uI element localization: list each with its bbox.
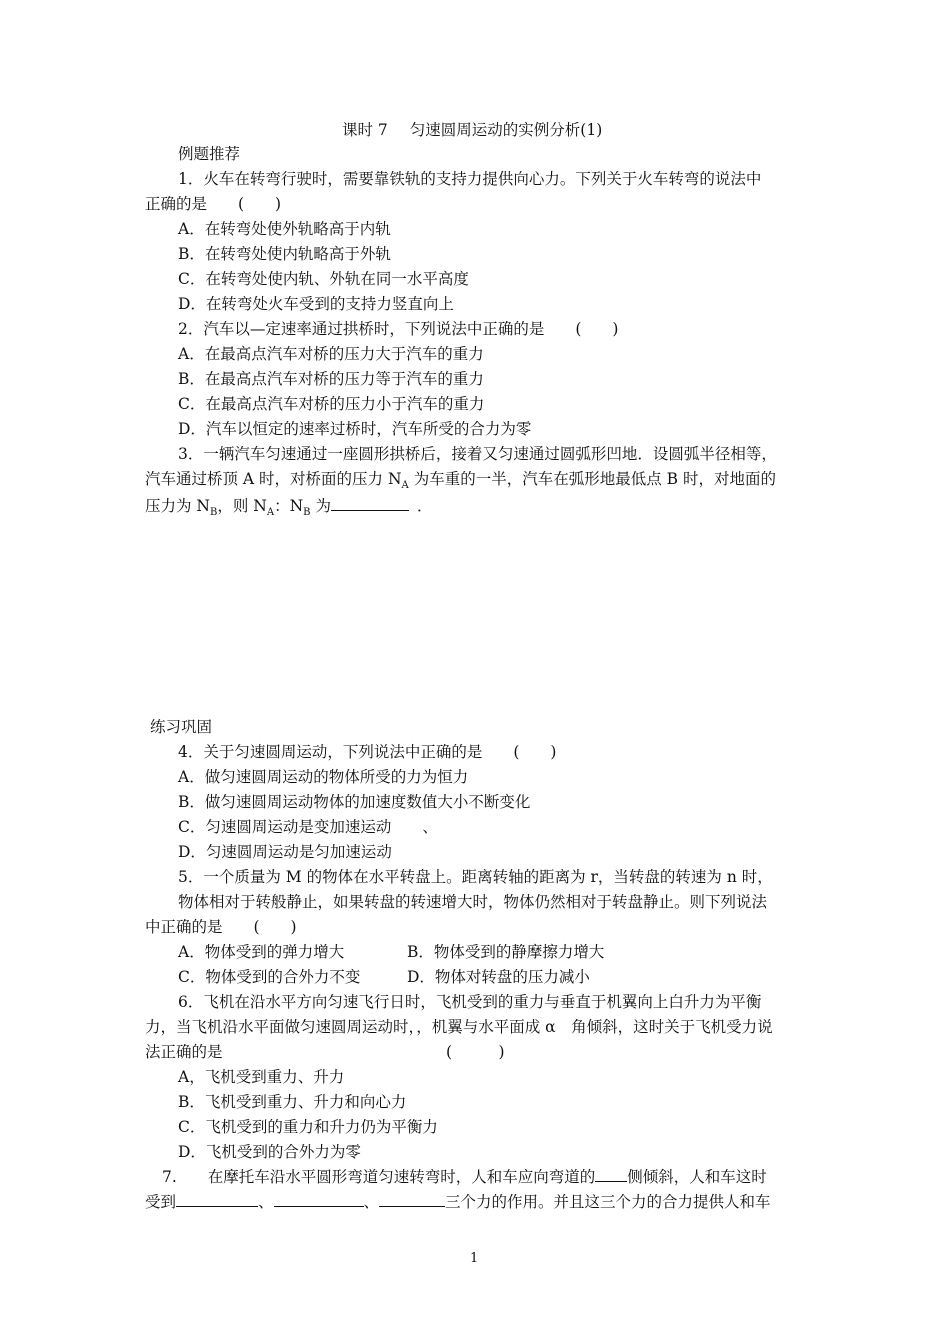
q1-stem-line2: 正确的是 ( )	[145, 195, 282, 213]
q5-option-d: D．物体对转盘的压力减小	[407, 968, 590, 986]
subscript-a: A	[266, 507, 275, 518]
q4-option-b: B．做匀速圆周运动物体的加速度数值大小不断变化	[178, 793, 531, 811]
lesson-title: 匀速圆周运动的实例分析(1)	[409, 121, 603, 139]
q1-stem-line1: 1．火车在转弯行驶时，需要靠铁轨的支持力提供向心力。下列关于火车转弯的说法中	[178, 170, 762, 188]
q2-option-d: D．汽车以恒定的速率过桥时，汽车所受的合力为零	[178, 420, 532, 438]
subscript-b: B	[303, 507, 311, 518]
q6-option-a: A，飞机受到重力、升力	[178, 1068, 345, 1086]
section-heading-examples: 例题推荐	[178, 145, 241, 163]
subscript-a: A	[401, 480, 409, 491]
q1-option-c: C．在转弯处使内轨、外轨在同一水平高度	[178, 270, 469, 288]
q6-option-b: B．飞机受到重力、升力和向心力	[178, 1093, 407, 1111]
subscript-b: B	[210, 507, 218, 518]
q3-answer-blank[interactable]	[331, 495, 409, 511]
lesson-number: 课时 7	[342, 121, 388, 139]
q7-line1-text: 7. 在摩托车沿水平圆形弯道匀速转弯时，人和车应向弯道的	[162, 1168, 596, 1186]
q5-line3: 中正确的是 ( )	[145, 918, 297, 936]
q7-separator: 、	[363, 1193, 380, 1211]
q3-line1: 3．一辆汽车匀速通过一座圆形拱桥后，接着又匀速通过圆弧形凹地．设圆弧半径相等，	[178, 445, 777, 463]
page-title	[342, 119, 602, 141]
q3-line3	[145, 495, 432, 524]
q7-line2	[145, 1191, 771, 1213]
q5-line1: 5．一个质量为 M 的物体在水平转盘上。距离转轴的距离为 r，当转盘的转速为 n 时，	[178, 868, 773, 886]
q7-force-blank-2[interactable]	[274, 1191, 364, 1207]
q3-line3-text: 压力为 N	[145, 497, 210, 515]
page-number: 1	[470, 1251, 479, 1266]
q2-option-a: A．在最高点汽车对桥的压力大于汽车的重力	[178, 345, 484, 363]
q1-option-d: D．在转弯处火车受到的支持力竖直向上	[178, 295, 454, 313]
q5-option-c: C．物体受到的合外力不变	[178, 968, 361, 986]
q1-option-b: B．在转弯处使内轨略高于外轨	[178, 245, 391, 263]
q2-stem: 2．汽车以—定速率通过拱桥时，下列说法中正确的是 ( )	[178, 320, 619, 338]
q7-force-blank-1[interactable]	[176, 1191, 258, 1207]
q3-line2-text: 汽车通过桥顶 A 时，对桥面的压力 N	[145, 470, 402, 488]
q7-force-blank-3[interactable]	[379, 1191, 445, 1207]
q5-option-a: A．物体受到的弹力增大	[178, 943, 345, 961]
q6-line1: 6．飞机在沿水平方向匀速飞行日时，飞机受到的重力与垂直于机翼向上白升力为平衡	[178, 993, 762, 1011]
q3-line3-period: ．	[416, 497, 433, 515]
q3-line3-ratio-colon: ：N	[274, 497, 304, 515]
q7-separator: 、	[258, 1193, 274, 1211]
q3-line3-wei: 为	[310, 497, 331, 515]
q6-line2: 力，当飞机沿水平面做匀速圆周运动时，，机翼与水平面成 α 角倾斜，这时关于飞机受力说	[145, 1018, 773, 1036]
q4-stem: 4．关于匀速圆周运动，下列说法中正确的是 ( )	[178, 743, 557, 761]
q4-option-d: D．匀速圆周运动是匀加速运动	[178, 843, 392, 861]
q2-option-c: C．在最高点汽车对桥的压力小于汽车的重力	[178, 395, 485, 413]
q3-line3-ratio-text: ，则 N	[217, 497, 267, 515]
q3-line2-text-end: 为车重的一半，汽车在弧形地最低点 B 时，对地面的	[408, 470, 776, 488]
q1-option-a: A．在转弯处使外轨略高于内轨	[178, 220, 391, 238]
q5-line2: 物体相对于转般静止，如果转盘的转速增大时，物体仍然相对于转盘静止。则下列说法	[178, 893, 768, 911]
q4-option-c: C．匀速圆周运动是变加速运动 、	[178, 818, 438, 836]
q7-line2-text-end: 三个力的作用。并且这三个力的合力提供人和车	[445, 1193, 771, 1211]
q7-side-blank[interactable]	[595, 1166, 627, 1182]
section-heading-practice: 练习巩固	[150, 718, 213, 736]
q3-line2	[145, 468, 776, 497]
q6-line3: 法正确的是	[145, 1043, 223, 1061]
q5-option-b: B．物体受到的静摩擦力增大	[407, 943, 605, 961]
q6-option-d: D．飞机受到的合外力为零	[178, 1143, 361, 1161]
q4-option-a: A．做匀速圆周运动的物体所受的力为恒力	[178, 768, 469, 786]
q6-answer-paren: ( )	[446, 1043, 505, 1061]
q7-line1-text-end: 侧倾斜，人和车这时	[627, 1168, 767, 1186]
q2-option-b: B．在最高点汽车对桥的压力等于汽车的重力	[178, 370, 484, 388]
q7-line1	[162, 1166, 767, 1188]
q6-option-c: C．飞机受到的重力和升力仍为平衡力	[178, 1118, 438, 1136]
q7-line2-text: 受到	[145, 1193, 177, 1211]
